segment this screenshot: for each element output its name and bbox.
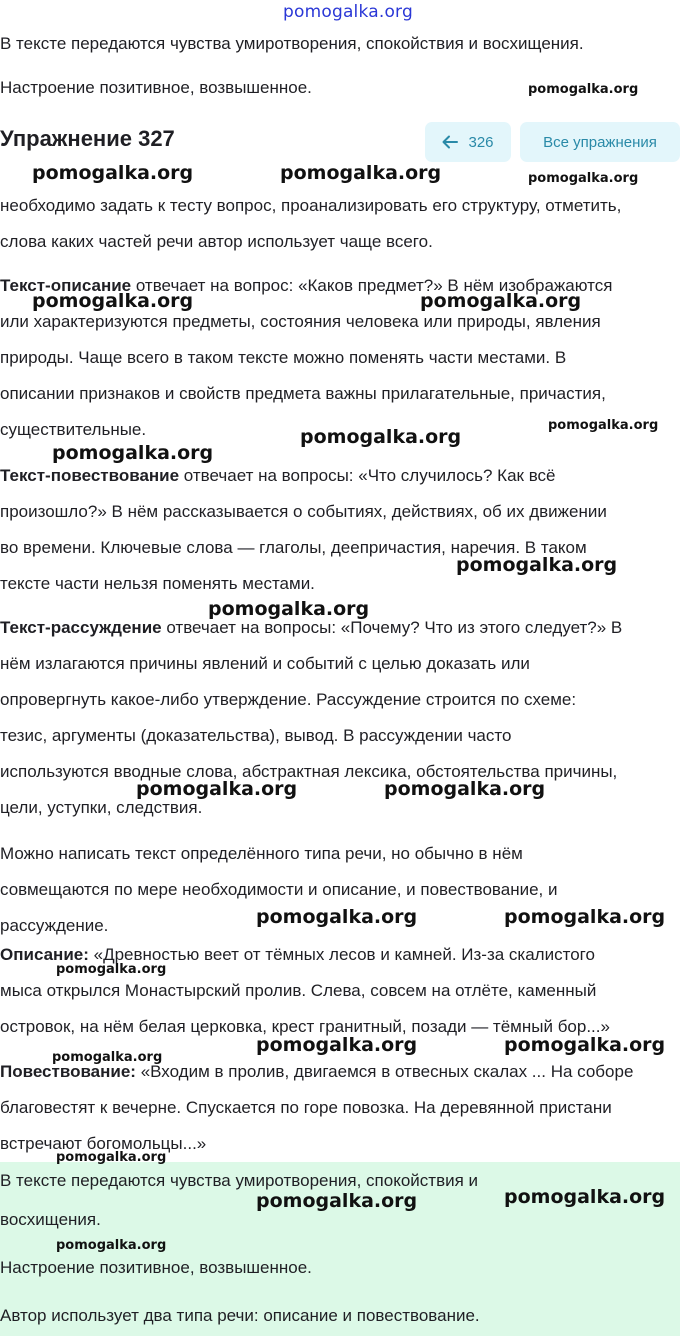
watermark: pomogalka.org — [528, 171, 639, 186]
answer-line-2: восхищения. — [0, 1210, 101, 1229]
description-line-4: описании признаков и свойств предмета важны прилагательные, причастия, — [0, 384, 606, 403]
description-line-5: существительные. — [0, 420, 147, 439]
watermark: pomogalka.org — [56, 962, 167, 977]
watermark: pomogalka.org — [32, 290, 194, 312]
example-narration-line-2: благовестят к вечерне. Спускается по горе повозка. На деревянной пристани — [0, 1098, 612, 1117]
description-term: Текст-описание — [0, 276, 132, 295]
answer-line-1: В тексте передаются чувства умиротворения, спокойствия и — [0, 1171, 479, 1190]
reasoning-line-6: цели, уступки, следствия. — [0, 798, 203, 817]
watermark: pomogalka.org — [256, 906, 418, 928]
watermark: pomogalka.org — [256, 1034, 418, 1056]
mixed-line-3: рассуждение. — [0, 916, 109, 935]
previous-exercise-label: 326 — [468, 133, 494, 151]
example-narration-term: Повествование: — [0, 1062, 136, 1081]
reasoning-line-2: нём излагаются причины явлений и событий с целью доказать или — [0, 654, 530, 673]
intro-line-1: необходимо задать к тесту вопрос, проанализировать его структуру, отметить, — [0, 196, 622, 215]
narration-text: отвечает на вопросы: «Что случилось? Как всё — [179, 466, 556, 485]
narration-line-2: произошло?» В нём рассказывается о событиях, действиях, об их движении — [0, 502, 607, 521]
answer-line-4: Автор использует два типа речи: описание и повествование. — [0, 1306, 480, 1325]
reasoning-line-4: тезис, аргументы (доказательства), вывод. В рассуждении часто — [0, 726, 512, 745]
example-narration-text: «Входим в пролив, двигаемся в отвесных скалах ... На соборе — [135, 1062, 634, 1081]
watermark: pomogalka.org — [136, 778, 298, 800]
watermark: pomogalka.org — [420, 290, 582, 312]
site-logo[interactable]: pomogalka.org — [283, 2, 413, 22]
example-description-text: «Древностью веет от тёмных лесов и камней. Из-за скалистого — [88, 945, 595, 964]
reasoning-line-3: опровергнуть какое-либо утверждение. Рассуждение строится по схеме: — [0, 690, 577, 709]
watermark: pomogalka.org — [56, 1150, 167, 1165]
watermark: pomogalka.org — [52, 1050, 163, 1065]
watermark: pomogalka.org — [504, 906, 666, 928]
description-text: отвечает на вопрос: «Каков предмет?» В нём изображаются — [131, 276, 613, 295]
watermark: pomogalka.org — [456, 554, 618, 576]
watermark: pomogalka.org — [280, 162, 442, 184]
watermark: pomogalka.org — [384, 778, 546, 800]
exercise-title: Упражнение 327 — [0, 126, 175, 151]
previous-answer-line-2: Настроение позитивное, возвышенное. — [0, 78, 312, 97]
watermark: pomogalka.org — [208, 598, 370, 620]
example-description-term: Описание: — [0, 945, 89, 964]
mixed-line-1: Можно написать текст определённого типа речи, но обычно в нём — [0, 844, 523, 863]
previous-answer-line-1: В тексте передаются чувства умиротворения, спокойствия и восхищения. — [0, 34, 584, 53]
description-line-3: природы. Чаще всего в таком тексте можно поменять части местами. В — [0, 348, 567, 367]
watermark: pomogalka.org — [256, 1190, 418, 1212]
watermark: pomogalka.org — [32, 162, 194, 184]
narration-line-3: во времени. Ключевые слова — глаголы, деепричастия, наречия. В таком — [0, 538, 587, 557]
all-exercises-button[interactable]: Все упражнения — [520, 122, 680, 162]
example-description-line-2: мыса открылся Монастырский пролив. Слева, совсем на отлёте, каменный — [0, 981, 597, 1000]
reasoning-text: отвечает на вопросы: «Почему? Что из этого следует?» В — [161, 618, 623, 637]
watermark: pomogalka.org — [548, 418, 659, 433]
narration-term: Текст-повествование — [0, 466, 180, 485]
reasoning-line-5: используются вводные слова, абстрактная лексика, обстоятельства причины, — [0, 762, 618, 781]
watermark: pomogalka.org — [52, 442, 214, 464]
watermark: pomogalka.org — [504, 1034, 666, 1056]
narration-line-4: тексте части нельзя поменять местами. — [0, 574, 315, 593]
watermark: pomogalka.org — [528, 82, 639, 97]
example-description-line-3: островок, на нём белая церковка, крест гранитный, позади — тёмный бор...» — [0, 1017, 610, 1036]
watermark: pomogalka.org — [56, 1238, 167, 1253]
watermark: pomogalka.org — [300, 426, 462, 448]
reasoning-term: Текст-рассуждение — [0, 618, 162, 637]
answer-line-3: Настроение позитивное, возвышенное. — [0, 1258, 312, 1277]
intro-line-2: слова каких частей речи автор использует чаще всего. — [0, 232, 433, 251]
watermark: pomogalka.org — [504, 1186, 666, 1208]
description-line-2: или характеризуются предметы, состояния человека или природы, явления — [0, 312, 601, 331]
previous-exercise-button[interactable] — [425, 122, 511, 162]
arrow-left-icon — [442, 135, 458, 149]
example-narration-line-3: встречают богомольцы...» — [0, 1134, 207, 1153]
mixed-line-2: совмещаются по мере необходимости и описание, и повествование, и — [0, 880, 558, 899]
